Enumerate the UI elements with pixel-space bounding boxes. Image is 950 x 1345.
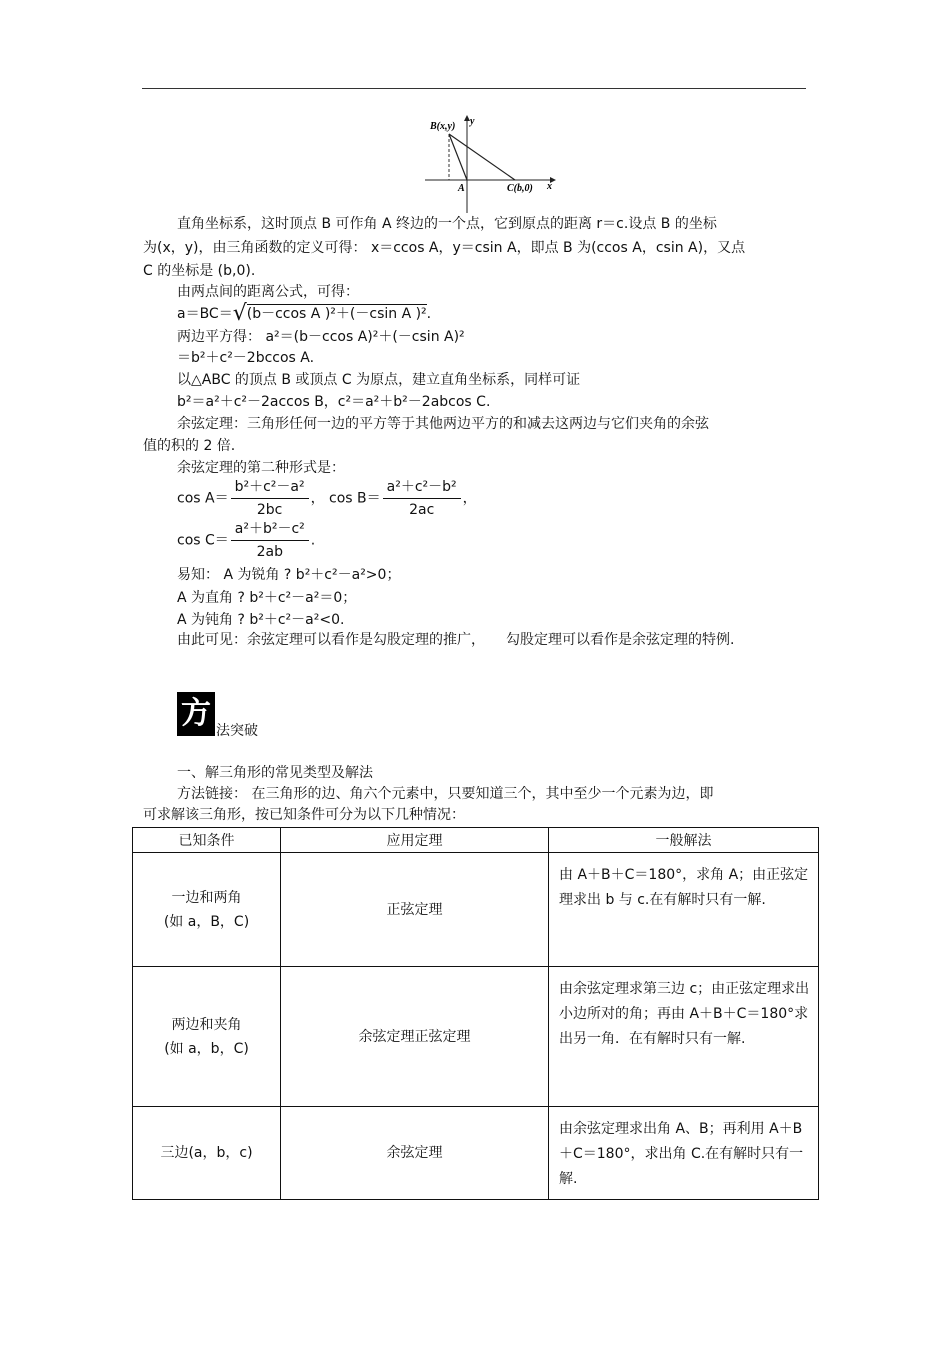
eq-a-radicand: (b－ccos A )²＋(－csin A )² [246, 306, 427, 322]
cell-condition [133, 1107, 281, 1200]
label-axis-y: y [470, 116, 475, 127]
label-axis-x: x [547, 181, 552, 192]
eq-sq-label: 两边平方得： [177, 329, 266, 345]
side-bc [449, 134, 515, 180]
cos-a-lhs: cos A＝ [177, 490, 229, 507]
law-line1: 余弦定理：三角形任何一边的平方等于其他两边平方的和减去这两边与它们夹角的余弦 [177, 416, 709, 432]
condition-main: 两边和夹角 [171, 1016, 242, 1033]
condition-main: 一边和两角 [171, 889, 242, 906]
coordinate-figure [425, 112, 560, 214]
table-row [133, 967, 819, 1107]
label-point-a: A [458, 183, 465, 194]
conclusion: 由此可见：余弦定理可以看作是勾股定理的推广， 勾股定理可以看作是余弦定理的特例. [177, 632, 735, 648]
eq-a-formula [177, 301, 432, 326]
header-theorem: 应用定理 [281, 828, 549, 853]
section-badge: 方 [177, 692, 215, 736]
cos-c-formula [177, 520, 315, 561]
label-point-c: C(b,0) [507, 183, 533, 194]
cos-a-denominator: 2bc [256, 502, 283, 518]
cell-method: 由 A＋B＋C＝180°，求角 A；由正弦定理求出 b 与 c.在有解时只有一解. [549, 853, 819, 967]
para3: 以△ABC 的顶点 B 或顶点 C 为原点，建立直角坐标系，同样可证 [177, 372, 581, 388]
table-row [133, 1107, 819, 1200]
header-rule [142, 88, 806, 89]
intro-line1: 方法链接： 在三角形的边、角六个元素中，只要知道三个，其中至少一个元素为边，即 [177, 786, 714, 802]
subheading-1: 一、解三角形的常见类型及解法 [177, 765, 373, 781]
condition-main: 三边(a，b，c) [160, 1145, 253, 1161]
condition-example: (如 a，b，C) [164, 1040, 249, 1057]
cell-method: 由余弦定理求第三边 c；由正弦定理求出小边所对的角；再由 A＋B＋C＝180°求出另一角．在有解时只有一解. [549, 967, 819, 1107]
law-line2: 值的积的 2 倍. [143, 438, 236, 454]
cos-b-sep: ， [462, 490, 477, 507]
cos-b-numerator: a²＋c²－b² [383, 478, 461, 499]
cos-b-fraction [383, 478, 461, 519]
para1-line3: C 的坐标是 (b,0). [143, 263, 256, 279]
table-row [133, 853, 819, 967]
para2: 由两点间的距离公式，可得： [177, 284, 359, 300]
para1-line1: 直角坐标系，这时顶点 B 可作角 A 终边的一个点，它到原点的距离 r＝c.设点 B 的坐标 [177, 216, 717, 232]
cos-a-fraction [231, 478, 309, 519]
header-method: 一般解法 [549, 828, 819, 853]
cell-method: 由余弦定理求出角 A、B；再利用 A＋B＋C＝180°，求出角 C.在有解时只有一解. [549, 1107, 819, 1200]
form2-title: 余弦定理的第二种形式是： [177, 460, 345, 476]
table-header-row [133, 828, 819, 853]
header-known-conditions: 已知条件 [133, 828, 281, 853]
cell-theorem: 余弦定理正弦定理 [281, 967, 549, 1107]
cond-right: A 为直角 ? b²＋c²－a²＝0； [177, 590, 357, 606]
cos-a-sep: ， [310, 490, 325, 507]
eq-b-c: b²＝a²＋c²－2accos B，c²＝a²＋b²－2abcos C. [177, 394, 491, 410]
para1-line2: 为(x，y)，由三角函数的定义可得： x＝ccos A，y＝csin A，即点 B 为(ccos A，csin A)，又点 [143, 240, 746, 256]
cell-theorem: 余弦定理 [281, 1107, 549, 1200]
cos-a-numerator: b²＋c²－a² [231, 478, 309, 499]
label-point-b: B(x,y) [430, 121, 456, 132]
condition-example: (如 a，B，C) [163, 913, 250, 930]
section-title-rest: 法突破 [216, 723, 258, 739]
cell-theorem: 正弦定理 [281, 853, 549, 967]
eq-a-end: . [426, 306, 432, 322]
eq-square-result: ＝b²＋c²－2bccos A. [177, 350, 315, 366]
cond-acute: 易知： A 为锐角 ? b²＋c²－a²>0； [177, 567, 401, 583]
cos-c-numerator: a²＋b²－c² [231, 520, 309, 541]
cond-obtuse: A 为钝角 ? b²＋c²－a²<0. [177, 612, 345, 628]
cell-condition [133, 967, 281, 1107]
cos-b-denominator: 2ac [409, 502, 435, 518]
cos-c-fraction [231, 520, 309, 561]
cos-c-end: . [310, 532, 316, 549]
methods-table [132, 827, 819, 1200]
intro-line2: 可求解该三角形，按已知条件可分为以下几种情况： [143, 807, 465, 823]
cell-condition [133, 853, 281, 967]
cos-b-lhs: cos B＝ [329, 490, 381, 507]
eq-sq-body: a²＝(b－ccos A)²＋(－csin A)² [265, 329, 465, 345]
sqrt-sign-icon: √ [232, 301, 247, 326]
cos-c-denominator: 2ab [256, 544, 283, 560]
eq-a-lhs: a＝BC＝ [177, 306, 233, 322]
cos-c-lhs: cos C＝ [177, 532, 229, 549]
cos-a-b-formulas [177, 478, 477, 519]
eq-square-line [177, 328, 465, 346]
